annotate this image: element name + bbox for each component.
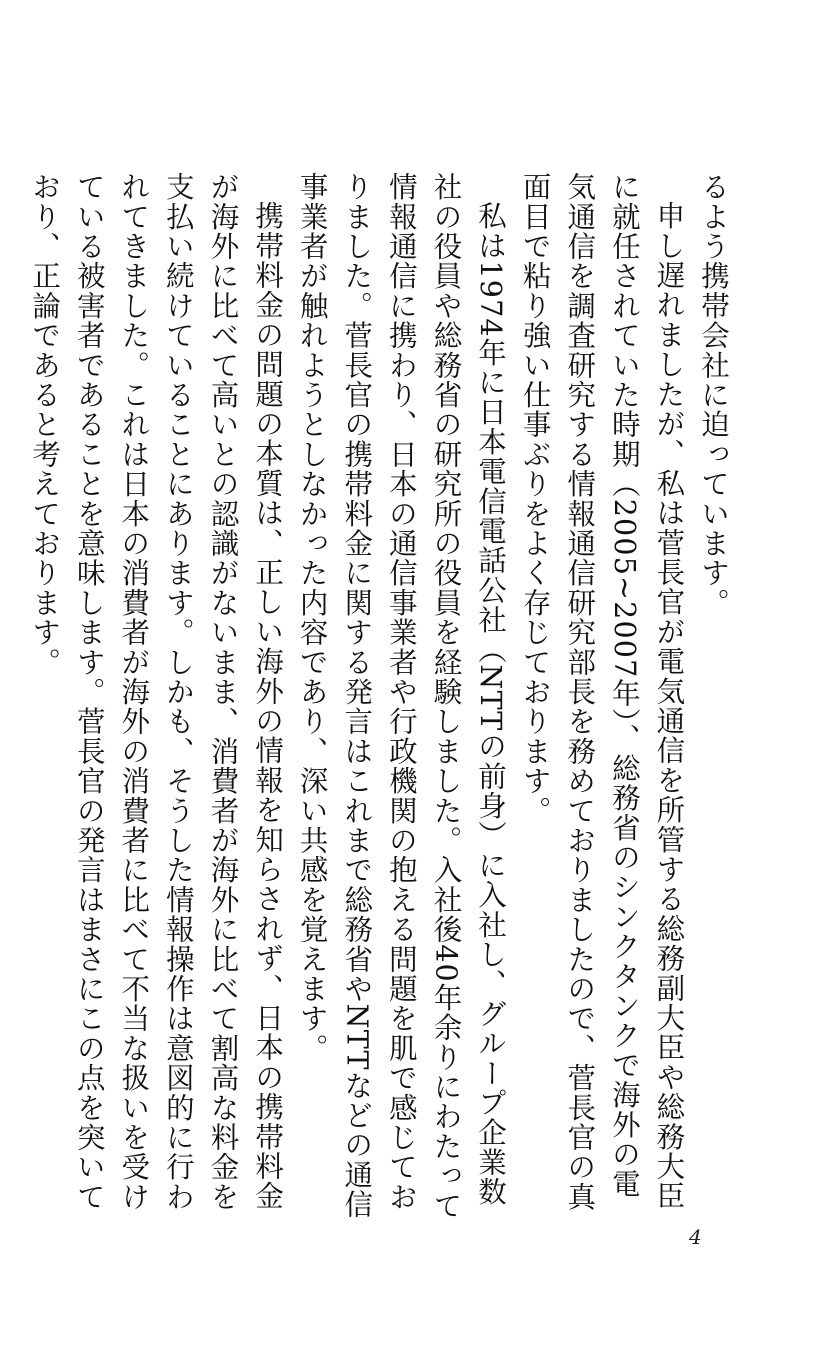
page-number: 4	[689, 1225, 702, 1249]
paragraph-continuation: るよう携帯会社に迫っています。	[697, 172, 730, 618]
paragraph-issue: 携帯料金の問題の本質は、正しい海外の情報を知らされず、日本の携帯料金が海外に比べて高いとの認識がないまま、消費者が海外に比べて割高な料金を支払い続けていることにあります。しかも、そうした情報操作は意図的に行われてきました。これは日本の消費者が海外の消費者に比べて不当な扱いを受けている被害者であることを意味します。菅長官の発言はまさにこの点を突いており、正論であると考えております。	[28, 172, 285, 1212]
paragraph-career: 私は1974年に日本電信電話公社（NTTの前身）に入社し、グループ企業数社の役員や総務省の研究所の役員を経験しました。入社後40年余りにわたって情報通信に携わり、日本の通信事業者や行政機関の抱える問題を肌で感じておりました。菅長官の携帯料金に関する発言はこれまで総務省やNTTなどの通信事業者が触れようとしなかった内容であり、深い共感を覚えます。	[295, 172, 508, 1221]
paragraph-introduction: 申し遅れましたが、私は菅長官が電気通信を所管する総務副大臣や総務大臣に就任されていた時期（2005~2007年）、総務省のシンクタンクで海外の電気通信を調査研究する情報通信研究部長を務めておりましたので、菅長官の真面目で粘り強い仕事ぶりをよく存じております。	[518, 172, 686, 1212]
vertical-body-text	[22, 172, 736, 1222]
